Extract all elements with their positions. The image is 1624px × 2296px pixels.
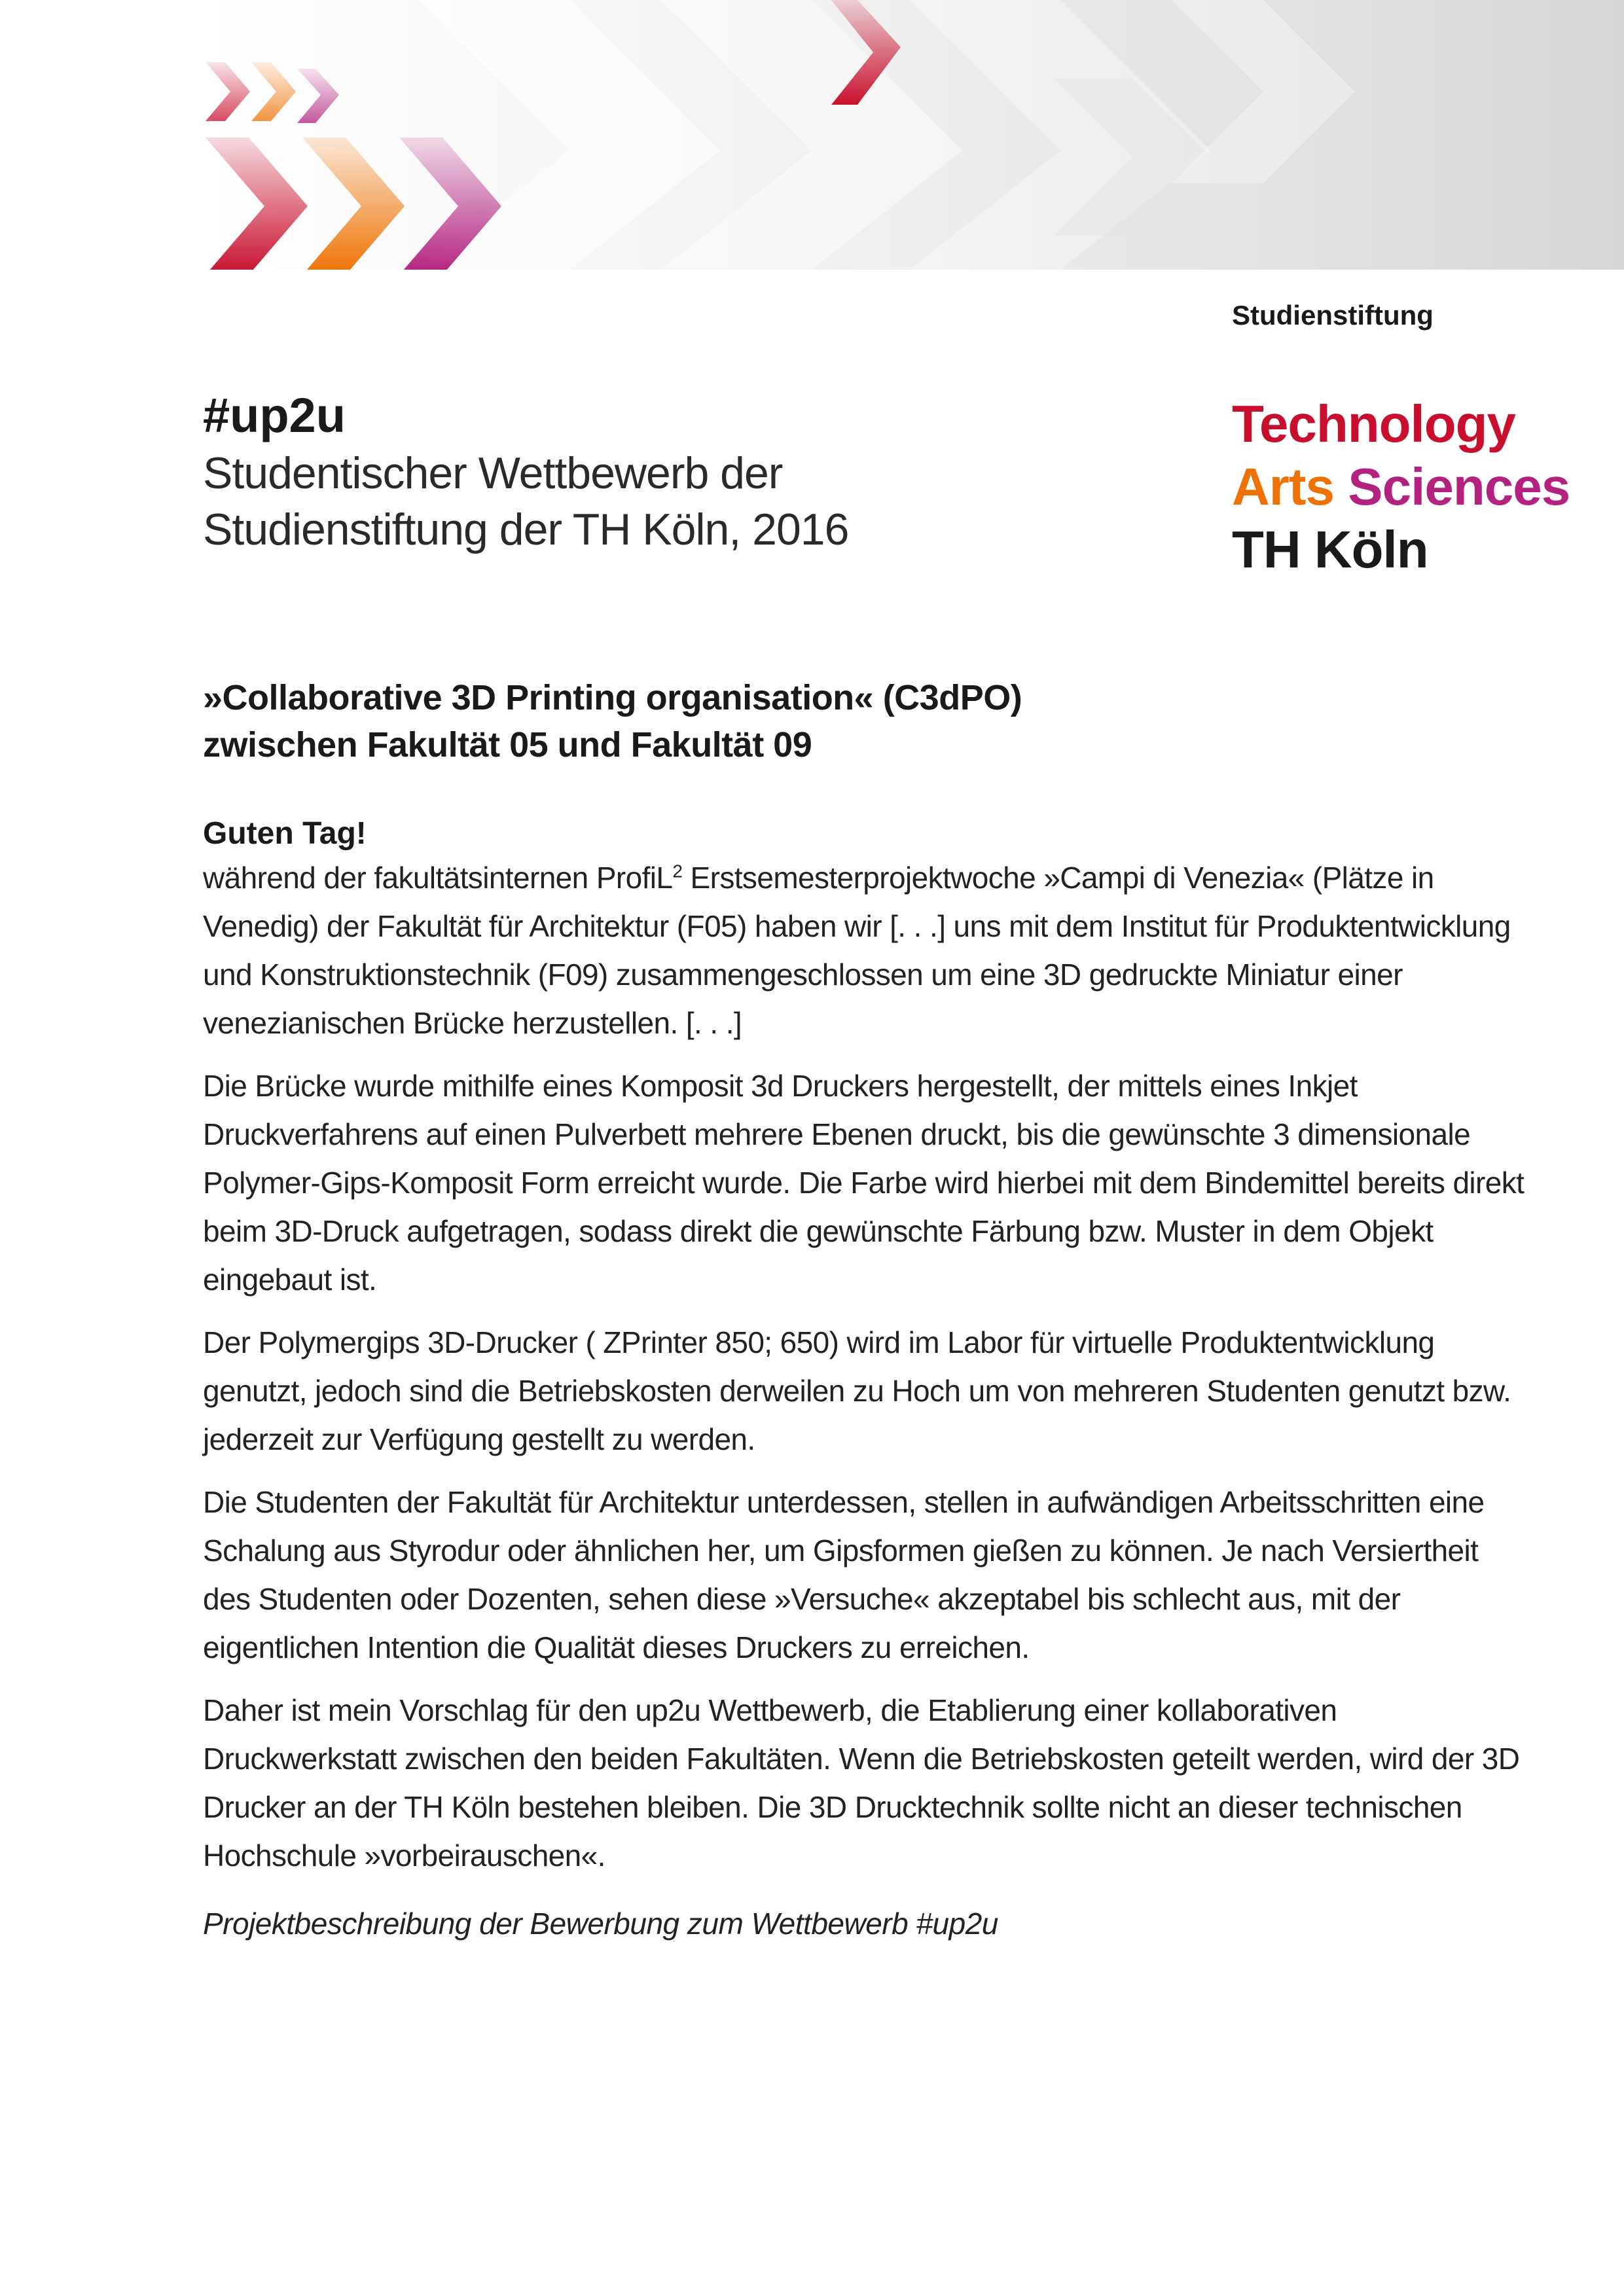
logo-line-technology: Technology <box>1232 395 1515 453</box>
paragraph-5: Daher ist mein Vorschlag für den up2u Wettbewerb, die Etablierung einer kollaborativen Druckwerkstatt zwischen den beiden Fakultäten. Wenn die Betriebskosten geteilt werden, wird der 3D Drucker an der TH Köln bestehen bleiben. Die 3D Drucktechnik sollte nicht an dieser technischen Hochschule »vorbeirauschen«. <box>203 1693 1520 1873</box>
brand-label: Studienstiftung <box>1232 300 1434 331</box>
header-banner <box>203 0 1624 270</box>
document-title <box>203 386 1185 558</box>
title-line-1: Studentischer Wettbewerb der <box>203 448 783 498</box>
paragraph-1-start: während der fakultätsinternen ProfiL <box>203 861 673 895</box>
paragraph-2: Die Brücke wurde mithilfe eines Komposit 3d Druckers hergestellt, der mittels eines Inkjet Druckverfahrens auf einen Pulverbett mehrere Ebenen druckt, bis die gewünschte 3 dimensionale Polymer-Gips-Komposit Form erreicht wurde. Die Farbe wird hierbei mit dem Bindemittel bereits direkt beim 3D-Druck aufgetragen, sodass direkt die gewünschte Färbung bzw. Muster in dem Objekt eingebaut ist. <box>203 1069 1525 1297</box>
superscript: 2 <box>672 861 683 882</box>
caption: Projektbeschreibung der Bewerbung zum Wettbewerb #up2u <box>203 1907 998 1941</box>
greeting: Guten Tag! <box>203 816 367 851</box>
logo-word-sciences: Sciences <box>1348 457 1570 516</box>
th-koeln-logo <box>1232 393 1570 581</box>
main-content <box>203 674 1525 1978</box>
logo-line-th-koeln: TH Köln <box>1232 520 1428 579</box>
paragraph-3: Der Polymergips 3D-Drucker ( ZPrinter 850; 650) wird im Labor für virtuelle Produktentwicklung genutzt, jedoch sind die Betriebskosten derweilen zu Hoch um von mehreren Studenten genutzt bzw. jederzeit zur Verfügung gestellt zu werden. <box>203 1325 1511 1456</box>
project-heading <box>203 674 1525 768</box>
chevron-banner-graphic <box>203 0 1624 270</box>
paragraph-1-rest: Erstsemesterprojektwoche »Campi di Venezia« (Plätze in Venedig) der Fakultät für Architektur (F05) haben wir [. . .] uns mit dem Institut für Produktentwicklung und Konstruktionstechnik (F09) zusammengeschlossen um eine 3D gedruckte Miniatur einer venezianischen Brücke herzustellen. [. . .] <box>203 861 1511 1040</box>
logo-line-arts-sciences <box>1232 456 1570 518</box>
project-heading-line-2: zwischen Fakultät 05 und Fakultät 09 <box>203 725 812 764</box>
title-hashtag: #up2u <box>203 388 346 442</box>
title-line-2: Studienstiftung der TH Köln, 2016 <box>203 505 849 554</box>
logo-word-arts: Arts <box>1232 457 1335 516</box>
project-heading-line-1: »Collaborative 3D Printing organisation« (C3dPO) <box>203 678 1022 717</box>
paragraph-1 <box>203 853 1525 1047</box>
paragraph-4: Die Studenten der Fakultät für Architektur unterdessen, stellen in aufwändigen Arbeitsschritten eine Schalung aus Styrodur oder ähnlichen her, um Gipsformen gießen zu können. Je nach Versiertheit des Studenten oder Dozenten, sehen diese »Versuche« akzeptabel bis schlecht aus, mit der eigentlichen Intention die Qualität dieses Druckers zu erreichen. <box>203 1485 1485 1664</box>
